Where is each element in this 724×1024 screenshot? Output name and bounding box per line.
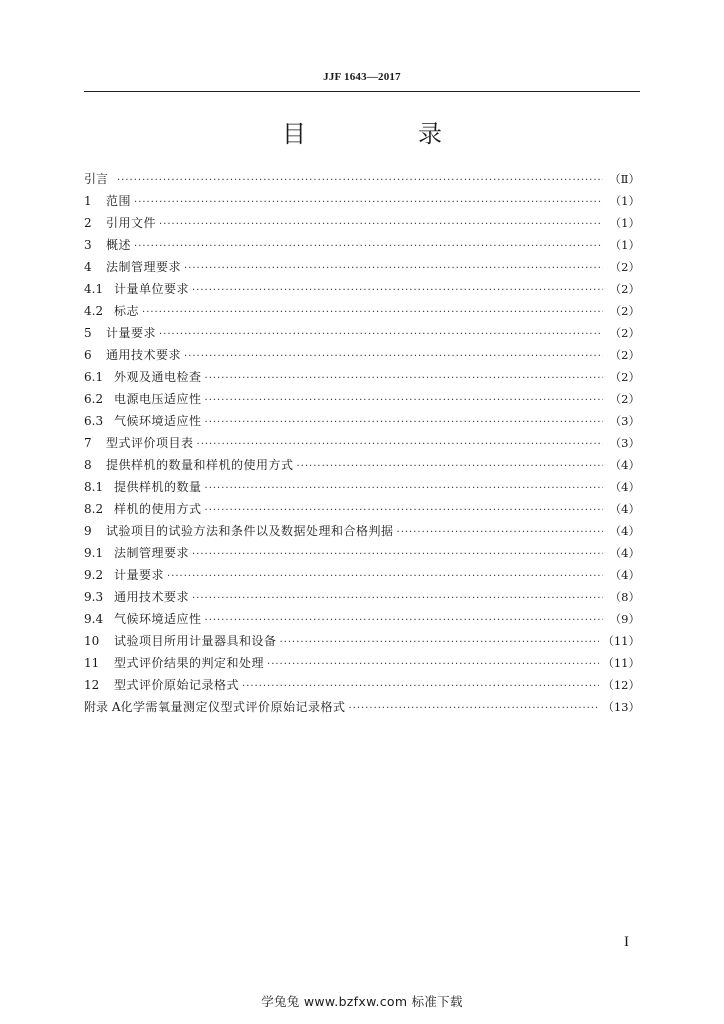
toc-dot-leader: [267, 654, 599, 676]
toc-entry-number: 8: [84, 458, 92, 472]
toc-entry-title: 标志: [114, 304, 140, 318]
toc-entry-title: 范围: [106, 194, 132, 208]
toc-entry[interactable]: [84, 630, 640, 652]
toc-entry-page: （2）: [609, 304, 640, 318]
toc-entry-page: （1）: [609, 216, 640, 230]
toc-entry-number: 8.1: [84, 480, 104, 494]
toc-dot-leader: [197, 434, 603, 456]
toc-entry-title: 计量要求: [114, 568, 165, 582]
toc-entry-page: （4）: [609, 502, 640, 516]
toc-entry-number: 9.1: [84, 546, 104, 560]
toc-entry-number: 8.2: [84, 502, 104, 516]
toc-dot-leader: [280, 632, 600, 654]
toc-dot-leader: [117, 170, 603, 192]
toc-dot-leader: [184, 346, 603, 368]
toc-entry[interactable]: [84, 608, 640, 630]
toc-entry-number: 4: [84, 260, 92, 274]
toc-entry[interactable]: [84, 476, 640, 498]
toc-entry[interactable]: [84, 366, 640, 388]
toc-entry-title: 法制管理要求: [114, 546, 190, 560]
toc-entry-number: 附录 A: [84, 700, 121, 714]
toc-dot-leader: [349, 698, 600, 720]
toc-entry-number: 12: [84, 678, 100, 692]
toc-entry[interactable]: [84, 586, 640, 608]
toc-dot-leader: [205, 368, 603, 390]
toc-entry[interactable]: [84, 696, 640, 718]
page-title: 目 录: [282, 120, 486, 148]
toc-entry[interactable]: [84, 564, 640, 586]
toc-entry[interactable]: [84, 454, 640, 476]
toc-entry-title: 试验项目的试验方法和条件以及数据处理和合格判据: [106, 524, 394, 538]
toc-dot-leader: [297, 456, 603, 478]
toc-entry[interactable]: [84, 322, 640, 344]
toc-entry-number: 10: [84, 634, 100, 648]
toc-dot-leader: [134, 236, 603, 258]
toc-entry-number: 6.2: [84, 392, 104, 406]
toc-entry[interactable]: [84, 278, 640, 300]
toc-entry-title: 引用文件: [106, 216, 157, 230]
toc-entry[interactable]: [84, 256, 640, 278]
toc-entry-page: （3）: [609, 436, 640, 450]
toc-entry-number: 6.1: [84, 370, 104, 384]
toc-entry-title: 提供样机的数量和样机的使用方式: [106, 458, 294, 472]
header-rule: [84, 91, 640, 92]
toc-entry-page: （4）: [609, 480, 640, 494]
toc-entry-title: 法制管理要求: [106, 260, 182, 274]
toc-entry-page: （1）: [609, 194, 640, 208]
toc-entry[interactable]: [84, 498, 640, 520]
toc-entry-number: 引言: [84, 172, 109, 186]
toc-dot-leader: [205, 412, 603, 434]
toc-entry-page: （4）: [609, 546, 640, 560]
toc-entry[interactable]: [84, 168, 640, 190]
toc-entry-number: 9.4: [84, 612, 104, 626]
toc-entry-page: （2）: [609, 370, 640, 384]
toc-entry-page: （11）: [602, 656, 640, 670]
toc-dot-leader: [159, 324, 603, 346]
toc-entry-page: （1）: [609, 238, 640, 252]
toc-entry-number: 11: [84, 656, 100, 670]
toc-entry-title: 型式评价结果的判定和处理: [114, 656, 265, 670]
toc-entry[interactable]: [84, 344, 640, 366]
toc-entry[interactable]: [84, 212, 640, 234]
toc-dot-leader: [184, 258, 603, 280]
toc-dot-leader: [159, 214, 603, 236]
toc-dot-leader: [134, 192, 603, 214]
toc-entry-page: （12）: [602, 678, 640, 692]
toc-entry-title: 外观及通电检查: [114, 370, 202, 384]
toc-entry-number: 9.2: [84, 568, 104, 582]
toc-entry-page: （9）: [609, 612, 640, 626]
toc-entry-number: 1: [84, 194, 92, 208]
toc-entry-page: （2）: [609, 260, 640, 274]
toc-entry-title: 试验项目所用计量器具和设备: [114, 634, 277, 648]
toc-entry[interactable]: [84, 674, 640, 696]
toc-entry-page: （Ⅱ）: [609, 172, 640, 186]
toc-entry-page: （4）: [609, 524, 640, 538]
toc-entry[interactable]: [84, 300, 640, 322]
toc-entry-number: 9: [84, 524, 92, 538]
toc-entry-page: （3）: [609, 414, 640, 428]
toc-dot-leader: [192, 544, 603, 566]
toc-dot-leader: [205, 478, 603, 500]
toc-entry-title: 通用技术要求: [106, 348, 182, 362]
toc-dot-leader: [205, 390, 603, 412]
toc-entry-page: （4）: [609, 568, 640, 582]
toc-entry[interactable]: [84, 542, 640, 564]
toc-entry-page: （13）: [602, 700, 640, 714]
toc-entry-title: 电源电压适应性: [114, 392, 202, 406]
toc-entry-page: （2）: [609, 282, 640, 296]
toc-entry-page: （2）: [609, 348, 640, 362]
toc-entry-number: 7: [84, 436, 92, 450]
toc-dot-leader: [397, 522, 603, 544]
toc-entry-title: 气候环境适应性: [114, 414, 202, 428]
toc-entry[interactable]: [84, 388, 640, 410]
toc-entry-page: （8）: [609, 590, 640, 604]
toc-dot-leader: [205, 610, 603, 632]
toc-entry[interactable]: [84, 432, 640, 454]
toc-entry[interactable]: [84, 410, 640, 432]
toc-entry-number: 2: [84, 216, 92, 230]
toc-entry-page: （11）: [602, 634, 640, 648]
toc-entry-number: 3: [84, 238, 92, 252]
toc-entry-title: 通用技术要求: [114, 590, 190, 604]
toc-entry-title: 化学需氧量测定仪型式评价原始记录格式: [120, 700, 346, 714]
toc-dot-leader: [192, 588, 603, 610]
toc-dot-leader: [192, 280, 603, 302]
toc-entry-page: （4）: [609, 458, 640, 472]
table-of-contents: [84, 168, 640, 718]
toc-dot-leader: [242, 676, 599, 698]
toc-entry-page: （2）: [609, 326, 640, 340]
toc-entry-title: 样机的使用方式: [114, 502, 202, 516]
page-number: I: [624, 934, 629, 950]
toc-entry[interactable]: [84, 190, 640, 212]
toc-entry-number: 4.2: [84, 304, 104, 318]
toc-entry-title: 计量单位要求: [114, 282, 190, 296]
toc-dot-leader: [167, 566, 603, 588]
toc-dot-leader: [142, 302, 603, 324]
toc-dot-leader: [205, 500, 603, 522]
toc-entry-number: 6: [84, 348, 92, 362]
toc-entry-title: 型式评价原始记录格式: [114, 678, 240, 692]
toc-entry-title: 提供样机的数量: [114, 480, 202, 494]
toc-entry-title: 概述: [106, 238, 132, 252]
standard-code-header: JJF 1643—2017: [323, 71, 401, 83]
toc-entry[interactable]: [84, 520, 640, 542]
toc-entry-title: 型式评价项目表: [106, 436, 194, 450]
toc-entry-number: 4.1: [84, 282, 104, 296]
footer-watermark-text: 学兔兔 www.bzfxw.com 标准下载: [261, 994, 463, 1009]
toc-entry-number: 6.3: [84, 414, 104, 428]
toc-entry[interactable]: [84, 652, 640, 674]
toc-entry-title: 气候环境适应性: [114, 612, 202, 626]
toc-entry-title: 计量要求: [106, 326, 157, 340]
toc-entry[interactable]: [84, 234, 640, 256]
toc-entry-number: 9.3: [84, 590, 104, 604]
toc-entry-page: （2）: [609, 392, 640, 406]
toc-entry-number: 5: [84, 326, 92, 340]
